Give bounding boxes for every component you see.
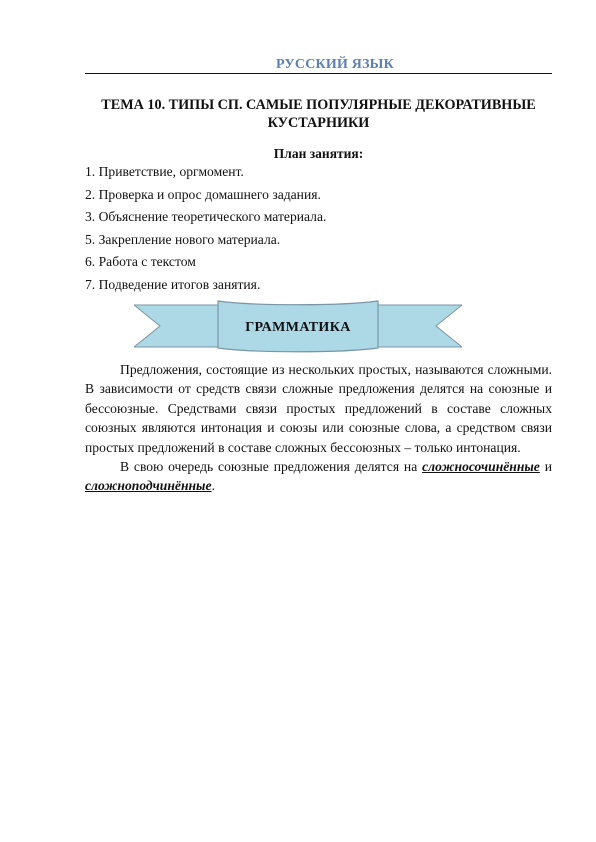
topic-title-line1: ТЕМА 10. ТИПЫ СП. САМЫЕ ПОПУЛЯРНЫЕ ДЕКОРАТИВНЫЕ xyxy=(101,97,536,113)
plan-list xyxy=(85,161,552,297)
plan-item: 2. Проверка и опрос домашнего задания. xyxy=(85,186,321,202)
plan-item: 6. Работа с текстом xyxy=(85,254,196,270)
plan-item: 1. Приветствие, оргмомент. xyxy=(85,164,244,179)
paragraph-text: . xyxy=(211,478,215,494)
header-divider xyxy=(85,73,552,74)
banner-label: ГРАММАТИКА xyxy=(245,320,351,335)
section-banner xyxy=(134,300,462,356)
plan-item: 3. Объяснение теоретического материала. xyxy=(85,209,327,225)
term-highlight: сложносочинённые xyxy=(422,459,540,475)
paragraph xyxy=(85,457,552,496)
paragraph-text: и xyxy=(539,459,552,475)
term-highlight: сложноподчинённые xyxy=(85,478,212,494)
paragraph-text: В свою очередь союзные предложения делятся на xyxy=(120,459,423,475)
subject-header: РУССКИЙ ЯЗЫК xyxy=(276,57,394,72)
topic-title-line2: КУСТАРНИКИ xyxy=(267,115,370,131)
plan-heading: План занятия: xyxy=(273,146,364,161)
topic-title xyxy=(85,96,552,132)
plan-item: 5. Закрепление нового материала. xyxy=(85,231,281,247)
body-text xyxy=(85,360,552,496)
plan-item: 7. Подведение итогов занятия. xyxy=(85,276,261,292)
paragraph: Предложения, состоящие из нескольких простых, называются сложными. В зависимости от средств связи сложные предложения делятся на союзные и бессоюзные. Средствами связи простых предложений в составе сложных союзных являются интонация и союзы или союзные слова, а средством связи простых предложений в составе сложных бессоюзных – только интонация. xyxy=(85,362,552,455)
